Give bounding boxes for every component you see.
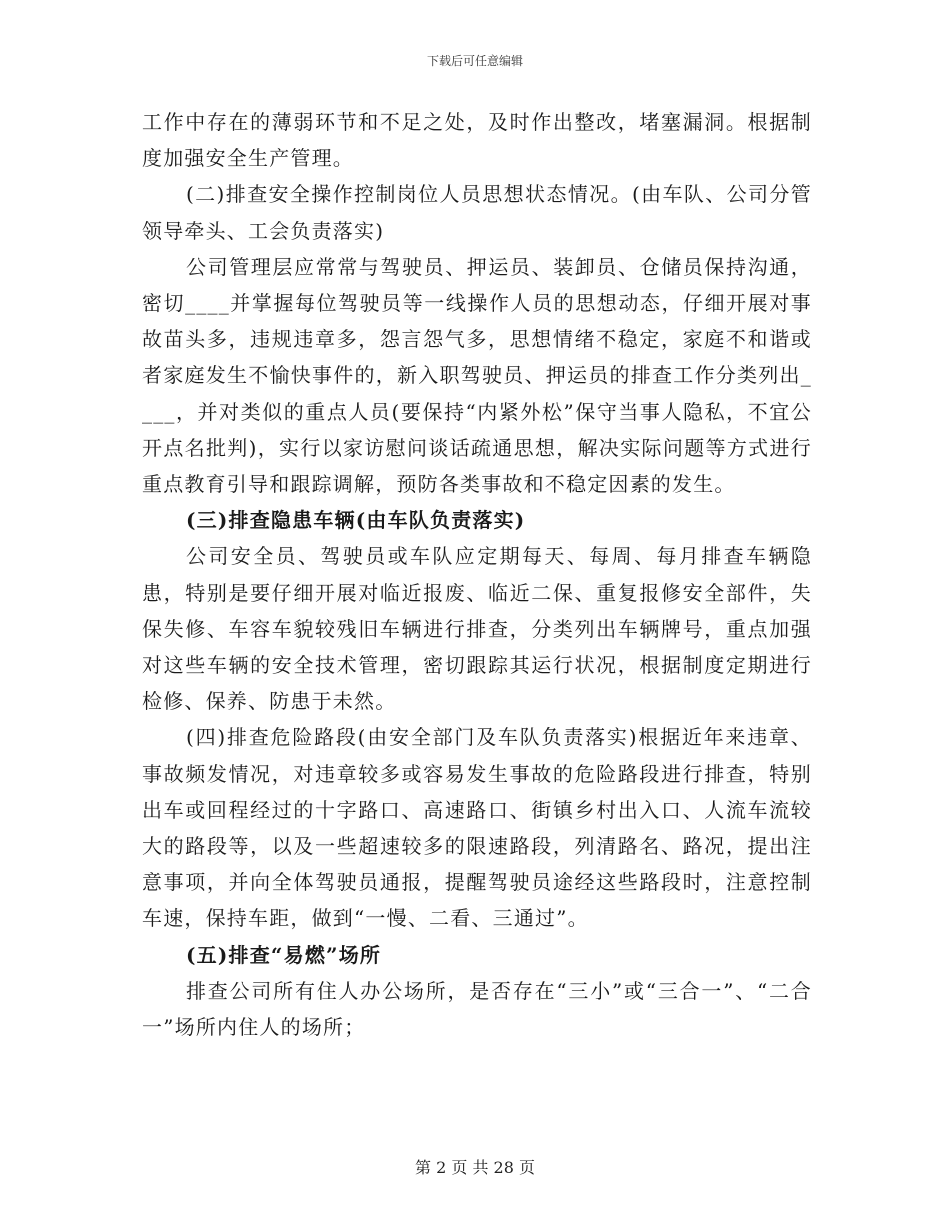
paragraph-6: (四)排查危险路段(由安全部门及车队负责落实)根据近年来违章、事故频发情况，对违章较多或容易发生事故的危险路段进行排查，特别出车或回程经过的十字路口、高速路口、街镇乡村出入口、人流车流较大的路段等，以及一些超速较多的限速路段，列清路名、路况，提出注意事项，并向全体驾驶员通报，提醒驾驶员途经这些路段时，注意控制车速，保持车距，做到“一慢、二看、三通过”。: [142, 725, 812, 931]
section-heading-3: (三)排查隐患车辆(由车队负责落实): [186, 508, 526, 533]
paragraph-1: 工作中存在的薄弱环节和不足之处，及时作出整改，堵塞漏洞。根据制度加强安全生产管理。: [142, 110, 812, 171]
paragraph-2: (二)排查安全操作控制岗位人员思想状态情况。(由车队、公司分管领导牵头、工会负责落实): [142, 182, 812, 243]
page-footer: 第 2 页 共 28 页: [415, 1158, 535, 1177]
paragraph-8: 排查公司所有住人办公场所，是否存在“三小”或“三合一”、“二合一”场所内住人的场所；: [142, 978, 812, 1040]
document-body: [142, 104, 812, 1045]
paragraph-3: 公司管理层应常常与驾驶员、押运员、装卸员、仓储员保持沟通，密切____并掌握每位驾驶员等一线操作人员的思想动态，仔细开展对事故苗头多，违规违章多，怨言怨气多，思想情绪不稳定，家庭不和谐或者家庭发生不愉快事件的，新入职驾驶员、押运员的排查工作分类列出____，并对类似的重点人员(要保持“内紧外松”保守当事人隐私，不宜公开点名批判)，实行以家访慰问谈话疏通思想，解决实际问题等方式进行重点教育引导和跟踪调解，预防各类事故和不稳定因素的发生。: [142, 254, 812, 497]
paragraph-5: 公司安全员、驾驶员或车队应定期每天、每周、每月排查车辆隐患，特别是要仔细开展对临近报废、临近二保、重复报修安全部件，失保失修、车容车貌较残旧车辆进行排查，分类列出车辆牌号，重点加强对这些车辆的安全技术管理，密切跟踪其运行状况，根据制度定期进行检修、保养、防患于未然。: [142, 544, 812, 714]
page-header: 下载后可任意编辑: [426, 54, 523, 68]
section-heading-5: (五)排查“易燃”场所: [186, 942, 382, 967]
